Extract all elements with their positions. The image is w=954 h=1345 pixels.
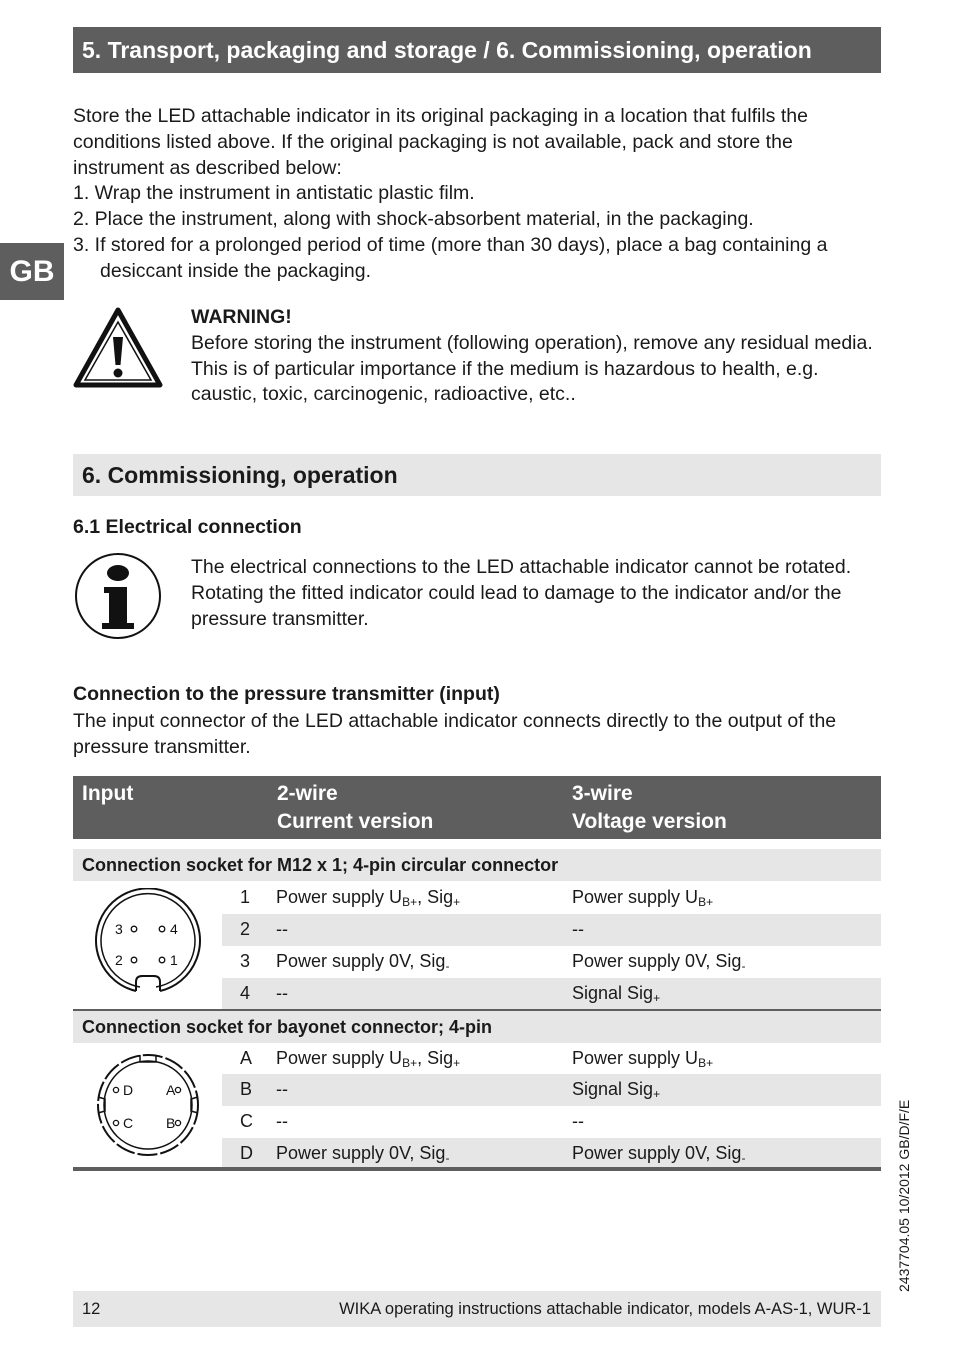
pin-number: D <box>240 1143 253 1163</box>
two-wire-value: -- <box>276 983 288 1003</box>
table-header-2wire-title: 2-wire <box>277 782 338 805</box>
table-row <box>222 1106 881 1138</box>
storage-step-3-continued: desiccant inside the packaging. <box>100 259 372 282</box>
table-row <box>222 882 881 914</box>
two-wire-value: -- <box>276 1079 288 1099</box>
three-wire-value: Signal Sig$_+$ <box>572 983 661 1005</box>
commissioning-header: 6. Commissioning, operation <box>73 454 881 496</box>
pin-number: A <box>240 1048 253 1068</box>
bayonet-pin-label-b: B <box>166 1115 176 1131</box>
m12-pin-label-4: 4 <box>170 921 178 937</box>
storage-intro: Store the LED attachable indicator in its original packaging in a location that fulfils the conditions listed above. If the original packaging is not available, pack and store the instrument as described below: <box>73 105 808 179</box>
three-wire-value: Power supply 0V, Sig$_-$ <box>572 1143 746 1165</box>
three-wire-value: Signal Sig$_+$ <box>572 1079 661 1101</box>
three-wire-value: -- <box>572 919 584 939</box>
pin-number: 2 <box>240 919 251 939</box>
two-wire-value: -- <box>276 919 288 939</box>
pin-number: 4 <box>240 983 251 1003</box>
pin-number: B <box>240 1079 253 1099</box>
info-icon <box>73 551 163 641</box>
warning-title: WARNING! <box>191 306 292 328</box>
table-row <box>222 978 881 1010</box>
storage-instructions <box>73 104 883 285</box>
two-wire-value: Power supply 0V, Sig$_-$ <box>276 1143 450 1165</box>
table-header-3wire-subtitle: Voltage version <box>572 810 727 833</box>
table-row <box>222 1074 881 1106</box>
three-wire-value: -- <box>572 1111 584 1131</box>
m12-pin-label-3: 3 <box>115 921 123 937</box>
input-connection-heading: Connection to the pressure transmitter (input) <box>73 683 500 705</box>
table-bottom-rule <box>73 1167 881 1171</box>
three-wire-value: Power supply $U_{B+}$ <box>572 887 714 909</box>
bayonet-section-title: Connection socket for bayonet connector; 4-pin <box>73 1011 881 1043</box>
table-header-3wire <box>572 780 727 836</box>
bayonet-pin-label-d: D <box>123 1082 134 1098</box>
m12-connector-icon <box>92 888 204 1000</box>
warning-block <box>191 305 883 408</box>
three-wire-value: Power supply 0V, Sig$_-$ <box>572 951 746 973</box>
two-wire-value: Power supply 0V, Sig$_-$ <box>276 951 450 973</box>
warning-text: Before storing the instrument (following operation), remove any residual media. This is of particular importance if the medium is hazardous to health, e.g. caustic, toxic, carcinogenic, radioactive, etc.. <box>191 331 873 406</box>
table-row <box>222 1138 881 1170</box>
document-code: 2437704.05 10/2012 GB/D/F/E <box>896 1099 912 1292</box>
m12-section-title: Connection socket for M12 x 1; 4-pin circular connector <box>73 849 881 881</box>
storage-step-3: 3. If stored for a prolonged period of time (more than 30 days), place a bag containing a <box>73 233 828 256</box>
pin-number: C <box>240 1111 253 1131</box>
table-header-3wire-title: 3-wire <box>572 782 633 805</box>
warning-triangle-icon <box>73 306 163 388</box>
m12-pin-label-1: 1 <box>170 952 178 968</box>
table-row <box>222 946 881 978</box>
two-wire-value: Power supply $U_{B+}$, Sig$_+$ <box>276 887 461 909</box>
storage-step-1: 1. Wrap the instrument in antistatic plastic film. <box>73 182 475 205</box>
three-wire-value: Power supply $U_{B+}$ <box>572 1048 714 1070</box>
pin-number: 1 <box>240 887 251 907</box>
bayonet-pin-label-a: A <box>166 1082 176 1098</box>
table-row <box>222 1043 881 1075</box>
input-connection-text: The input connector of the LED attachable indicator connects directly to the output of the pressure transmitter. <box>73 710 837 758</box>
two-wire-value: -- <box>276 1111 288 1131</box>
language-tab: GB <box>0 243 64 300</box>
m12-pin-label-2: 2 <box>115 952 123 968</box>
table-row <box>222 914 881 946</box>
bayonet-connector-icon <box>92 1049 204 1161</box>
page-number: 12 <box>82 1299 101 1318</box>
table-header-2wire-subtitle: Current version <box>277 810 434 833</box>
electrical-info-text: The electrical connections to the LED attachable indicator cannot be rotated. Rotating the fitted indicator could lead to damage to the indicator and/or the pressure transmitter. <box>191 556 852 630</box>
table-header-2wire <box>277 780 433 836</box>
pin-number: 3 <box>240 951 251 971</box>
table-header <box>73 776 881 839</box>
footer-title: WIKA operating instructions attachable indicator, models A-AS-1, WUR-1 <box>339 1299 871 1318</box>
page-footer <box>73 1291 881 1327</box>
two-wire-value: Power supply $U_{B+}$, Sig$_+$ <box>276 1048 461 1070</box>
electrical-connection-heading: 6.1 Electrical connection <box>73 516 302 538</box>
storage-step-2: 2. Place the instrument, along with shock-absorbent material, in the packaging. <box>73 208 754 231</box>
bayonet-pin-label-c: C <box>123 1115 134 1131</box>
table-header-input: Input <box>82 782 134 805</box>
section-header: 5. Transport, packaging and storage / 6. Commissioning, operation <box>73 27 881 73</box>
